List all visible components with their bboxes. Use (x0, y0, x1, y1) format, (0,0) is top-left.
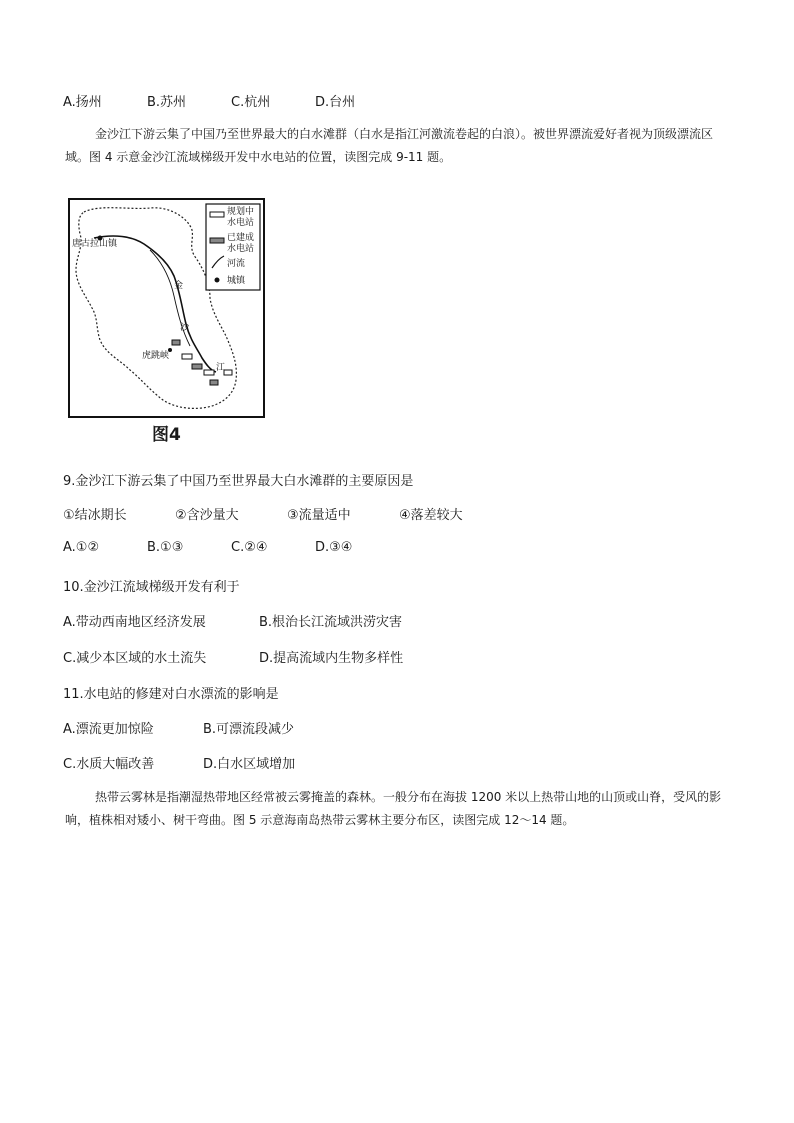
map-drawing (70, 200, 263, 416)
q10-option-b: B.根治长江流域洪涝灾害 (259, 615, 403, 630)
label-tanggula-town: 唐古拉山镇 (72, 239, 118, 249)
legend-river: 河流 (227, 259, 246, 269)
hydro-station (172, 340, 180, 345)
q9-item-2: ②含沙量大 (175, 508, 239, 523)
q9-option-d: D.③④ (315, 540, 353, 555)
legend-town-symbol (215, 278, 220, 283)
q11-options-row2 (63, 753, 295, 772)
q9-option-b: B.①③ (147, 540, 184, 555)
legend-built-line1: 已建成 (227, 233, 255, 243)
q10-option-a: A.带动西南地区经济发展 (63, 615, 206, 630)
intro-paragraph-cloud-forest: 热带云雾林是指潮湿热带地区经常被云雾掩盖的森林。一般分布在海拔 1200 米以上热带山地的山顶或山脊，受风的影响，植株相对矮小、树干弯曲。图 5 示意海南岛热带云雾林主要分布区，读图完成 12～14 题。 (65, 790, 722, 827)
q10-option-c: C.减少本区域的水土流失 (63, 651, 207, 666)
label-tiger-leaping-gorge: 虎跳峡 (142, 351, 170, 361)
q9-items (63, 504, 463, 523)
q9-option-c: C.②④ (231, 540, 268, 555)
q8-options (63, 91, 355, 110)
label-jiang: 江 (216, 363, 226, 373)
label-sha: 沙 (180, 323, 190, 333)
figure-4-map (68, 198, 265, 418)
legend-built-symbol (210, 238, 224, 243)
q11-stem: 11.水电站的修建对白水漂流的影响是 (63, 687, 279, 702)
legend-town: 城镇 (227, 276, 246, 286)
q8-option-c: C.杭州 (231, 95, 271, 110)
q11-option-a: A.漂流更加惊险 (63, 722, 154, 737)
q9-item-4: ④落差较大 (399, 508, 463, 523)
hydro-station (192, 364, 202, 369)
intro-paragraph-jinsha: 金沙江下游云集了中国乃至世界最大的白水滩群（白水是指江河激流卷起的白浪）。被世界漂流爱好者视为顶级漂流区域。图 4 示意金沙江流域梯级开发中水电站的位置，读图完成 9-11 题。 (65, 127, 714, 164)
legend-built-line2: 水电站 (227, 244, 255, 254)
hydro-station (210, 380, 218, 385)
legend-planned-line1: 规划中 (227, 207, 255, 217)
q10-options-row1 (63, 611, 402, 630)
q9-item-3: ③流量适中 (287, 508, 351, 523)
label-jin: 金 (174, 281, 184, 291)
q9-item-1: ①结冰期长 (63, 508, 127, 523)
legend-planned-symbol (210, 212, 224, 217)
q11-option-c: C.水质大幅改善 (63, 757, 155, 772)
q9-options (63, 540, 352, 555)
q11-option-d: D.白水区域增加 (203, 757, 296, 772)
hydro-station (182, 354, 192, 359)
q11-options-row1 (63, 718, 294, 737)
q10-stem: 10.金沙江流域梯级开发有利于 (63, 580, 240, 595)
q10-options-row2 (63, 647, 403, 666)
q11-option-b: B.可漂流段减少 (203, 722, 295, 737)
q8-option-b: B.苏州 (147, 95, 187, 110)
q10-option-d: D.提高流域内生物多样性 (259, 651, 404, 666)
q8-option-d: D.台州 (315, 95, 356, 110)
figure-4-caption: 图4 (152, 425, 181, 445)
hydro-station (224, 370, 232, 375)
q9-stem: 9.金沙江下游云集了中国乃至世界最大白水滩群的主要原因是 (63, 474, 414, 489)
hydro-station (204, 370, 214, 375)
q9-option-a: A.①② (63, 540, 100, 555)
legend-planned-line2: 水电站 (227, 218, 255, 228)
q8-option-a: A.扬州 (63, 95, 102, 110)
